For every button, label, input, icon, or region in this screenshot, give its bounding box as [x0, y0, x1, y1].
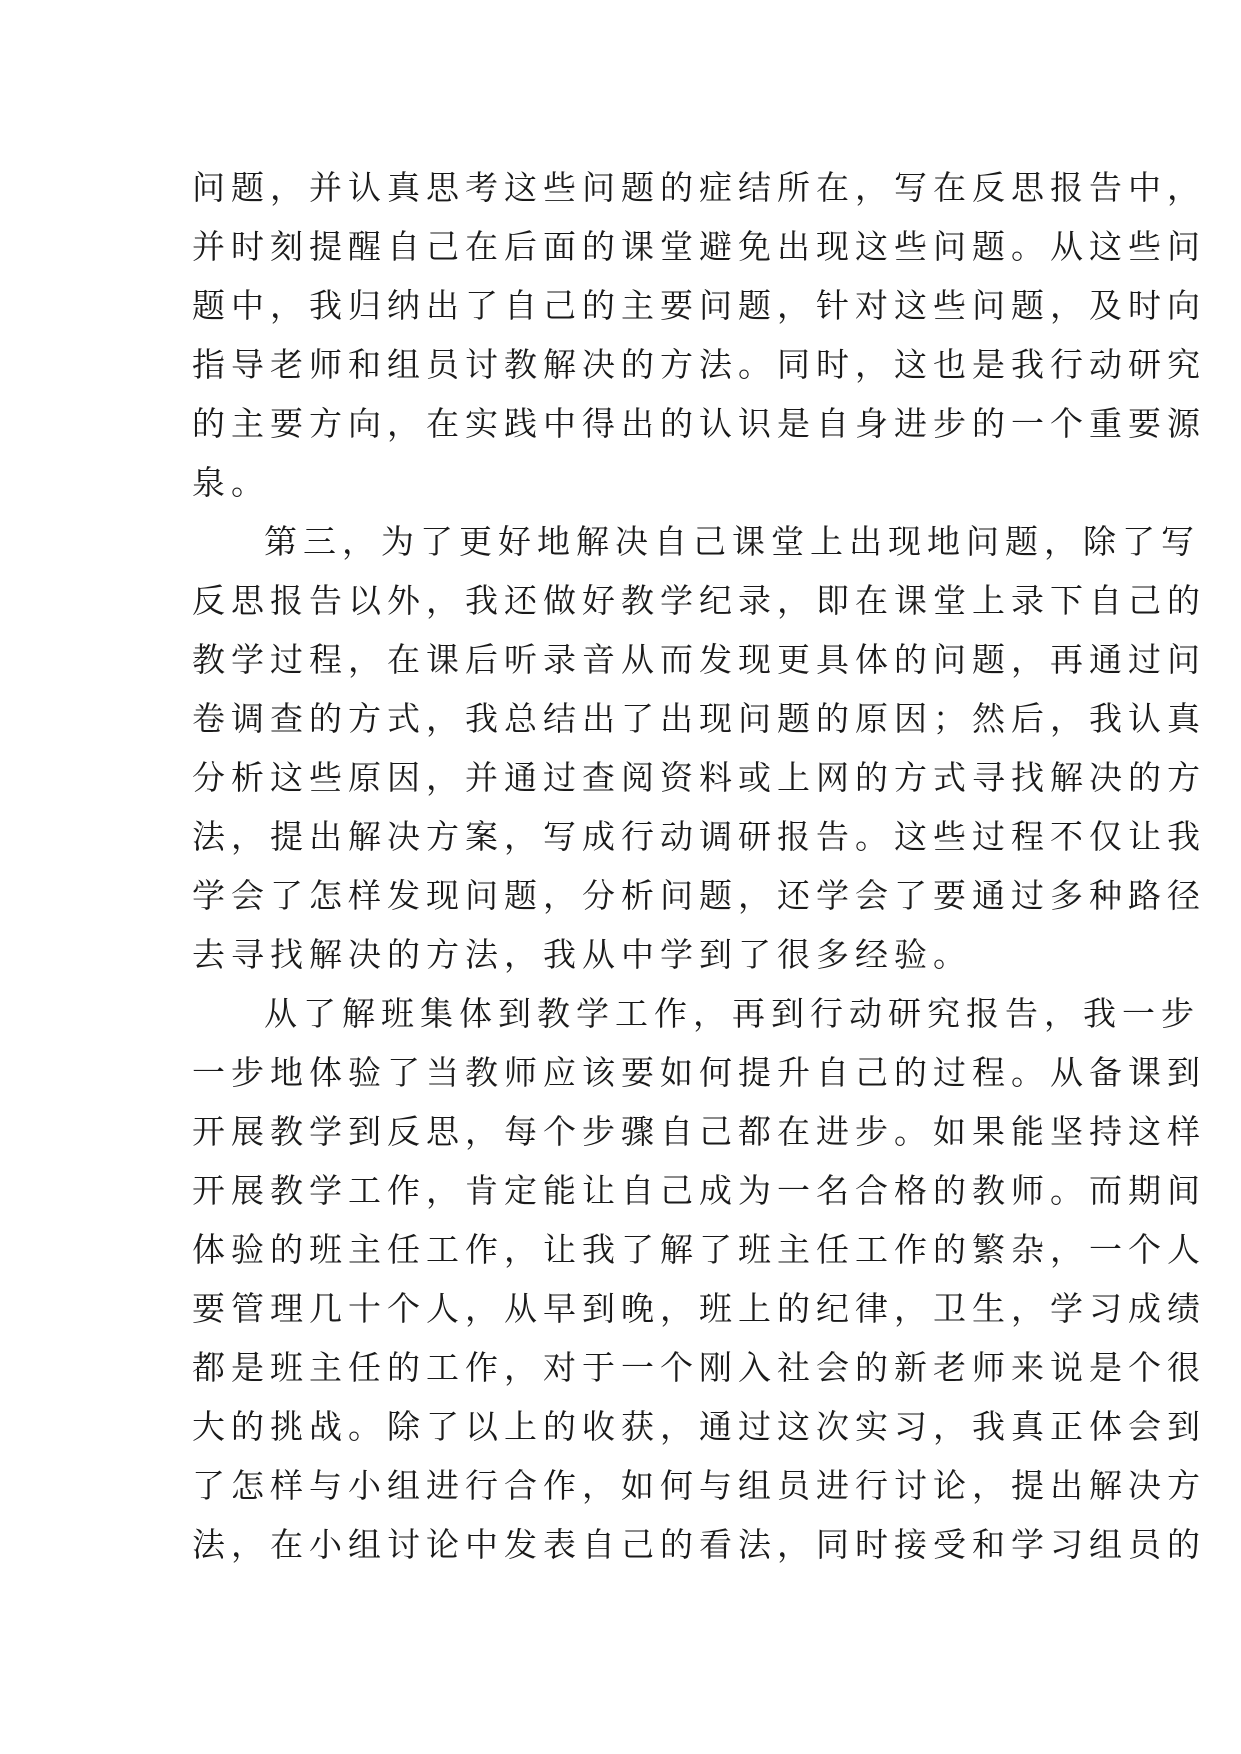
text-line: 第三，为了更好地解决自己课堂上出现地问题，除了写: [264, 522, 1200, 561]
text-line: 体验的班主任工作，让我了解了班主任工作的繁杂，一个人: [192, 1230, 1206, 1269]
text-line: 学会了怎样发现问题，分析问题，还学会了要通过多种路径: [192, 876, 1206, 915]
text-line: 了怎样与小组进行合作，如何与组员进行讨论，提出解决方: [192, 1466, 1206, 1505]
paragraph-3: [192, 984, 1206, 1574]
text-line: 法，在小组讨论中发表自己的看法，同时接受和学习组员的: [192, 1525, 1206, 1564]
text-line: 泉。: [192, 463, 270, 502]
text-line: 要管理几十个人，从早到晚，班上的纪律，卫生，学习成绩: [192, 1289, 1206, 1328]
text-line: 题中，我归纳出了自己的主要问题，针对这些问题，及时向: [192, 286, 1206, 325]
text-line: 教学过程，在课后听录音从而发现更具体的问题，再通过问: [192, 640, 1206, 679]
text-line: 大的挑战。除了以上的收获，通过这次实习，我真正体会到: [192, 1407, 1206, 1446]
text-line: 法，提出解决方案，写成行动调研报告。这些过程不仅让我: [192, 817, 1206, 856]
text-line: 分析这些原因，并通过查阅资料或上网的方式寻找解决的方: [192, 758, 1206, 797]
text-line: 去寻找解决的方法，我从中学到了很多经验。: [192, 935, 972, 974]
text-line: 的主要方向，在实践中得出的认识是自身进步的一个重要源: [192, 404, 1206, 443]
text-line: 从了解班集体到教学工作，再到行动研究报告，我一步: [264, 994, 1200, 1033]
text-line: 卷调查的方式，我总结出了出现问题的原因；然后，我认真: [192, 699, 1206, 738]
text-line: 问题，并认真思考这些问题的症结所在，写在反思报告中，: [192, 168, 1206, 207]
text-line: 并时刻提醒自己在后面的课堂避免出现这些问题。从这些问: [192, 227, 1206, 266]
text-line: 反思报告以外，我还做好教学纪录，即在课堂上录下自己的: [192, 581, 1206, 620]
document-body: [192, 158, 1206, 1574]
paragraph-2: [192, 512, 1206, 984]
text-line: 都是班主任的工作，对于一个刚入社会的新老师来说是个很: [192, 1348, 1206, 1387]
text-line: 开展教学到反思，每个步骤自己都在进步。如果能坚持这样: [192, 1112, 1206, 1151]
text-line: 开展教学工作，肯定能让自己成为一名合格的教师。而期间: [192, 1171, 1206, 1210]
text-line: 指导老师和组员讨教解决的方法。同时，这也是我行动研究: [192, 345, 1206, 384]
text-line: 一步地体验了当教师应该要如何提升自己的过程。从备课到: [192, 1053, 1206, 1092]
paragraph-1: [192, 158, 1206, 512]
